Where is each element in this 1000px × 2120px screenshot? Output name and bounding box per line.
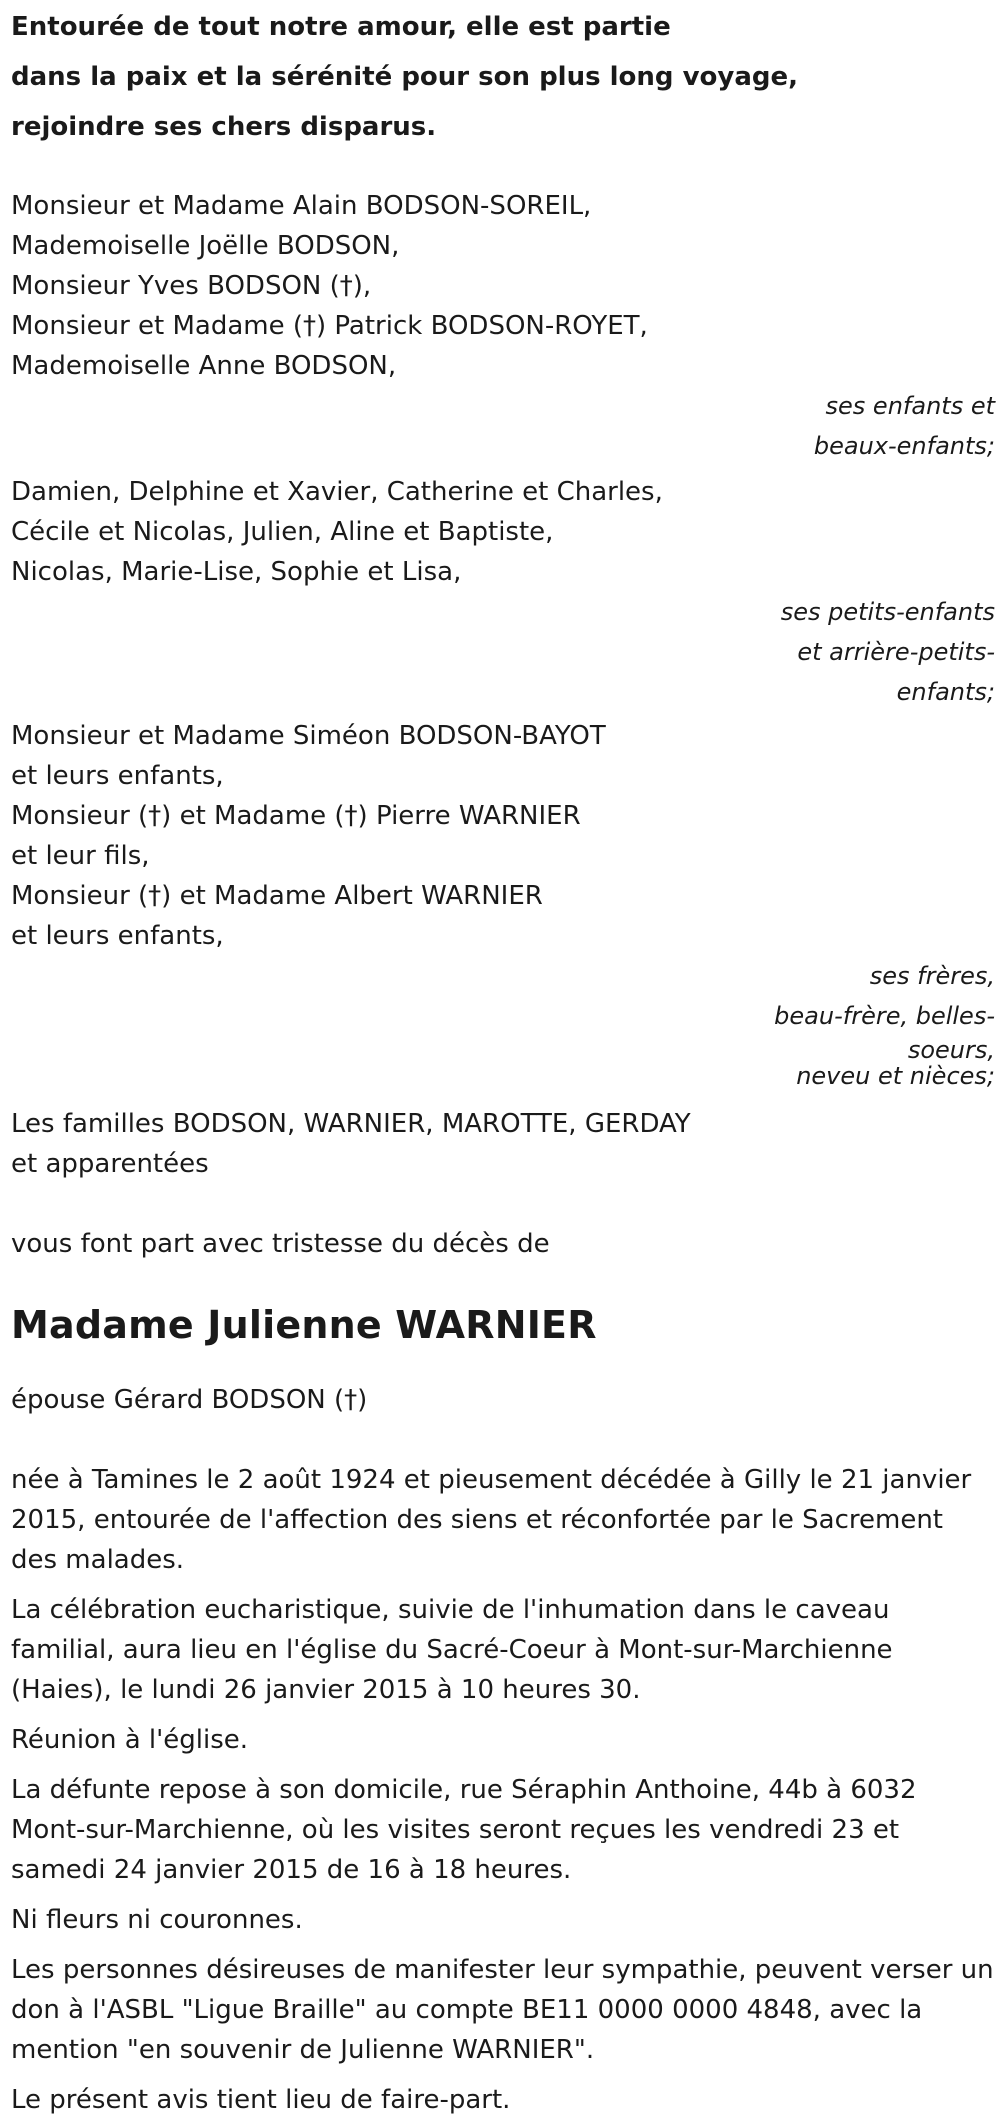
family-name-line: Monsieur et Madame Alain BODSON-SOREIL, (11, 191, 592, 221)
deceased-name: Madame Julienne WARNIER (11, 1303, 597, 1347)
family-name-line: Monsieur (†) et Madame Albert WARNIER (11, 881, 543, 911)
role-line: ses enfants et (825, 392, 995, 420)
visitation-paragraph: La défunte repose à son domicile, rue Séraphin Anthoine, 44b à 6032 Mont-sur-Marchienne, où les visites seront reçues les vendredi 23 et samedi 24 janvier 2015 de 16 à 18 heures. (11, 1775, 917, 1885)
role-line: et arrière-petits- (797, 638, 995, 666)
grandchildren-names (11, 472, 996, 592)
family-name-line: Cécile et Nicolas, Julien, Aline et Baptiste, (11, 517, 554, 547)
family-name-line: et apparentées (11, 1149, 209, 1179)
role-line: enfants; (896, 678, 995, 706)
family-name-line: et leur fils, (11, 841, 150, 871)
family-name-line: et leurs enfants, (11, 761, 224, 791)
family-name-line: Monsieur et Madame (†) Patrick BODSON-ROYET, (11, 311, 648, 341)
family-name-line: Monsieur et Madame Siméon BODSON-BAYOT (11, 721, 606, 751)
ceremony-paragraph: La célébration eucharistique, suivie de l'inhumation dans le caveau familial, aura lieu en l'église du Sacré-Coeur à Mont-sur-Marchienne (Haies), le lundi 26 janvier 2015 à 10 heures 30. (11, 1595, 893, 1705)
family-name-line: Monsieur Yves BODSON (†), (11, 271, 372, 301)
family-name-line: Mademoiselle Joëlle BODSON, (11, 231, 400, 261)
family-name-line: Mademoiselle Anne BODSON, (11, 351, 397, 381)
role-line: neveu et nièces; (796, 1062, 995, 1090)
families-names (11, 1104, 996, 1184)
donation-paragraph: Les personnes désireuses de manifester leur sympathie, peuvent verser un don à l'ASBL "Ligue Braille" au compte BE11 0000 0000 4848, avec la mention "en souvenir de Julienne WARNIER". (11, 1955, 994, 2065)
birth-death-paragraph: née à Tamines le 2 août 1924 et pieusement décédée à Gilly le 21 janvier 2015, entourée de l'affection des siens et réconfortée par le Sacrement des malades. (11, 1465, 972, 1575)
gathering-paragraph: Réunion à l'église. (11, 1725, 249, 1755)
obituary-notice (11, 0, 996, 2120)
spouse-line: épouse Gérard BODSON (†) (11, 1385, 368, 1415)
no-flowers-paragraph: Ni fleurs ni couronnes. (11, 1905, 303, 1935)
children-role (11, 386, 996, 466)
role-line: ses petits-enfants (780, 598, 995, 626)
family-name-line: Les familles BODSON, WARNIER, MAROTTE, GERDAY (11, 1109, 691, 1139)
role-line: beau-frère, belles- (774, 1002, 995, 1030)
siblings-names (11, 716, 996, 956)
intro-line: rejoindre ses chers disparus. (11, 112, 437, 142)
children-names (11, 186, 996, 386)
intro-line: Entourée de tout notre amour, elle est partie (11, 12, 671, 42)
family-name-line: Monsieur (†) et Madame (†) Pierre WARNIER (11, 801, 581, 831)
intro-verse (11, 0, 996, 152)
grandchildren-role (11, 592, 996, 712)
announcement-text: vous font part avec tristesse du décès de (11, 1229, 550, 1259)
intro-line: dans la paix et la sérénité pour son plus long voyage, (11, 62, 799, 92)
role-line: ses frères, (869, 962, 995, 990)
closing-paragraph: Le présent avis tient lieu de faire-part. (11, 2085, 511, 2115)
family-name-line: et leurs enfants, (11, 921, 224, 951)
family-name-line: Nicolas, Marie-Lise, Sophie et Lisa, (11, 557, 462, 587)
role-line: soeurs, (907, 1036, 995, 1064)
siblings-role (11, 956, 996, 1088)
family-name-line: Damien, Delphine et Xavier, Catherine et Charles, (11, 477, 663, 507)
role-line: beaux-enfants; (813, 432, 995, 460)
